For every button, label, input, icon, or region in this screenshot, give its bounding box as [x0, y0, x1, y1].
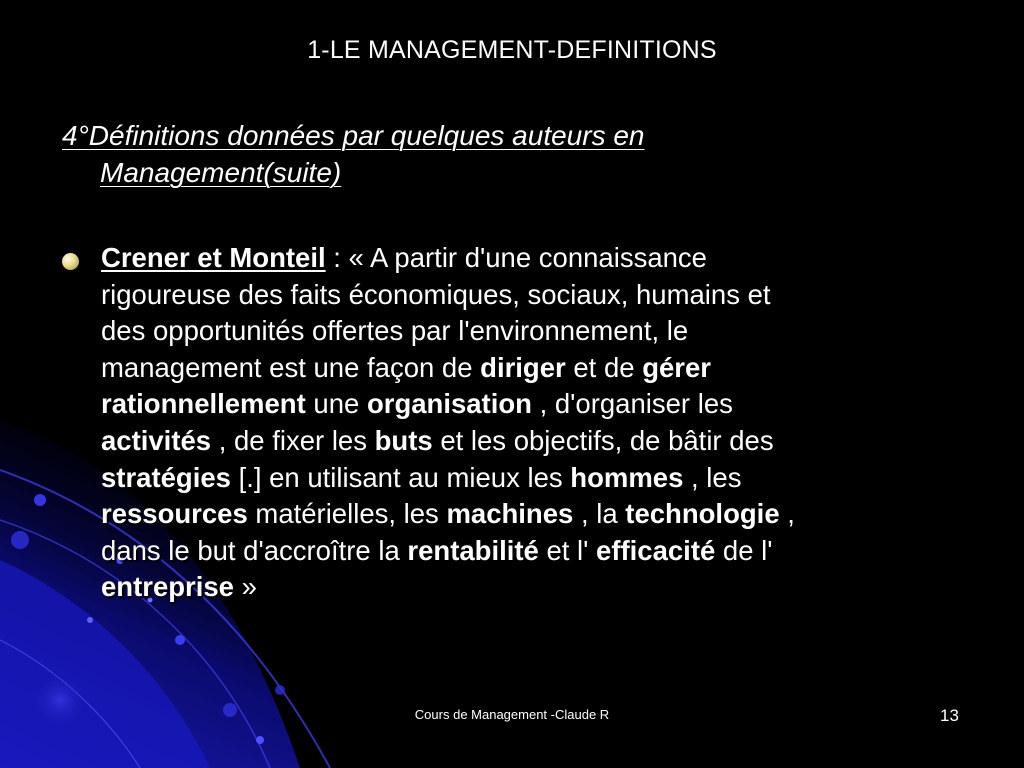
quote-text: et de [565, 351, 643, 383]
bold-term: buts [374, 424, 433, 456]
slide-number: 13 [940, 706, 959, 725]
quote-text: management est une façon de [101, 351, 481, 383]
quote-text: des opportunités offertes par l'environnement, le [101, 315, 689, 347]
bold-term: rationnellement [101, 388, 306, 420]
quote-line [101, 423, 951, 460]
bold-term: ressources [101, 498, 248, 530]
quote-author: Crener et Monteil [101, 242, 326, 273]
definition-quote [101, 240, 951, 606]
quote-text: et les objectifs, de bâtir des [432, 424, 774, 456]
quote-text: matérielles, les [247, 498, 447, 530]
quote-line [101, 313, 951, 350]
quote-text: , les [683, 461, 742, 493]
quote-text: , d'organiser les [531, 388, 733, 420]
quote-text: : « A partir d'une connaissance [325, 242, 707, 273]
quote-line [101, 533, 951, 570]
subtitle-line-1: 4°Définitions données par quelques auteurs en [62, 120, 645, 151]
slide-title: 1-LE MANAGEMENT-DEFINITIONS [307, 36, 717, 64]
quote-line [101, 460, 951, 497]
quote-text: et l' [538, 534, 597, 566]
quote-text: dans le but d'accroître la [101, 534, 408, 566]
bold-term: technologie [625, 498, 780, 530]
bold-term: efficacité [596, 534, 716, 566]
quote-text: , [779, 498, 795, 530]
bold-term: machines [446, 498, 574, 530]
quote-line [101, 496, 951, 533]
quote-text: , la [573, 498, 626, 530]
bold-term: hommes [570, 461, 684, 493]
bold-term: diriger [480, 351, 566, 383]
bullet-dot-icon [62, 253, 79, 270]
quote-line [101, 240, 951, 277]
quote-text: rigoureuse des faits économiques, sociaux, humains et [101, 278, 771, 310]
bold-term: gérer [642, 351, 711, 383]
subtitle-line-2: Management(suite) [100, 157, 342, 188]
quote-text: de l' [715, 534, 773, 566]
footer-course-label: Cours de Management -Claude R [414, 707, 610, 722]
quote-text: une [305, 388, 367, 420]
quote-text: , de fixer les [211, 424, 375, 456]
bold-term: organisation [366, 388, 532, 420]
quote-line [101, 350, 951, 387]
quote-line [101, 569, 951, 606]
bold-term: activités [101, 424, 212, 456]
quote-line [101, 277, 951, 314]
bold-term: stratégies [101, 461, 231, 493]
quote-text: » [233, 571, 257, 603]
quote-line [101, 386, 951, 423]
section-subtitle [62, 117, 822, 191]
quote-text: [.] en utilisant au mieux les [230, 461, 571, 493]
bold-term: rentabilité [407, 534, 539, 566]
bold-term: entreprise [101, 571, 234, 603]
